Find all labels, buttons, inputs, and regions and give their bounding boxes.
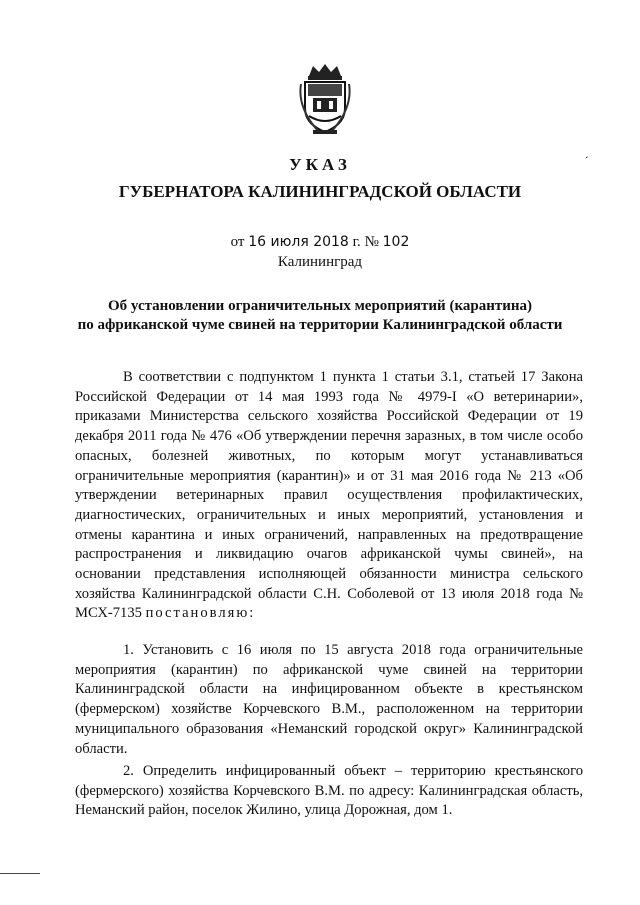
preamble-text: В соответствии с подпунктом 1 пункта 1 статьи 3.1, статьей 17 Закона Российской Федерации от 14 мая 1993 года № 4979-I «О ветеринарии», приказами Министерства сельского хозяйства Российской Федерации от 19 декабря 2011 года № 476 «Об утверждении перечня заразных, в том числе особо опасных, болезней животных, по которым могут устанавливаться ограничительные мероприятия (карантин)» и от 31 мая 2016 года № 213 «Об утверждении ветеринарных правил осуществления профилактических, диагностических, ограничительных и иных мероприятий, установления и отмены карантина и иных ограничений, направленных на предотвращение распространения и ликвидацию очагов африканской чумы свиней», на основании представления исполняющей обязанности министра сельского хозяйства Калининградской области С.Н. Соболевой от 13 июля 2018 года № МСХ-7135 <box>75 369 583 622</box>
document-type: УКАЗ <box>289 155 351 174</box>
title-line-2: по африканской чуме свиней на территории Калининградской области <box>77 317 563 333</box>
city: Калининград <box>277 254 363 270</box>
decree-word: постановляю: <box>145 605 256 622</box>
date-line <box>0 234 640 251</box>
date-prefix: от <box>230 234 245 250</box>
decree-title <box>60 297 580 335</box>
date-suffix: г. <box>352 234 361 250</box>
number-value: 102 <box>382 234 410 250</box>
footer-rule <box>0 873 40 874</box>
date-value: 16 июля 2018 <box>248 234 349 250</box>
issuing-authority: ГУБЕРНАТОРА КАЛИНИНГРАДСКОЙ ОБЛАСТИ <box>118 182 522 201</box>
clause-2: 2. Определить инфицированный объект – территорию крестьянского (фермерского) хозяйства Корчевского В.М. по адресу: Калининградская область, Неманский район, поселок Жилино, улица Дорожная, дом 1. <box>75 763 583 819</box>
clause-1: 1. Установить с 16 июля по 15 августа 2018 года ограничительные мероприятия (карантин) по африканской чуме свиней на территории Калининградской области на инфицированном объекте в крестьянском (фермерском) хозяйстве Корчевского В.М., расположенном на территории муниципального образования «Неманский городской округ» Калининградской области. <box>75 642 583 757</box>
preamble-paragraph <box>75 368 583 624</box>
title-line-1: Об установлении ограничительных мероприятий (карантина) <box>107 298 532 314</box>
number-prefix: № <box>364 234 379 250</box>
coat-of-arms-icon <box>295 62 355 136</box>
